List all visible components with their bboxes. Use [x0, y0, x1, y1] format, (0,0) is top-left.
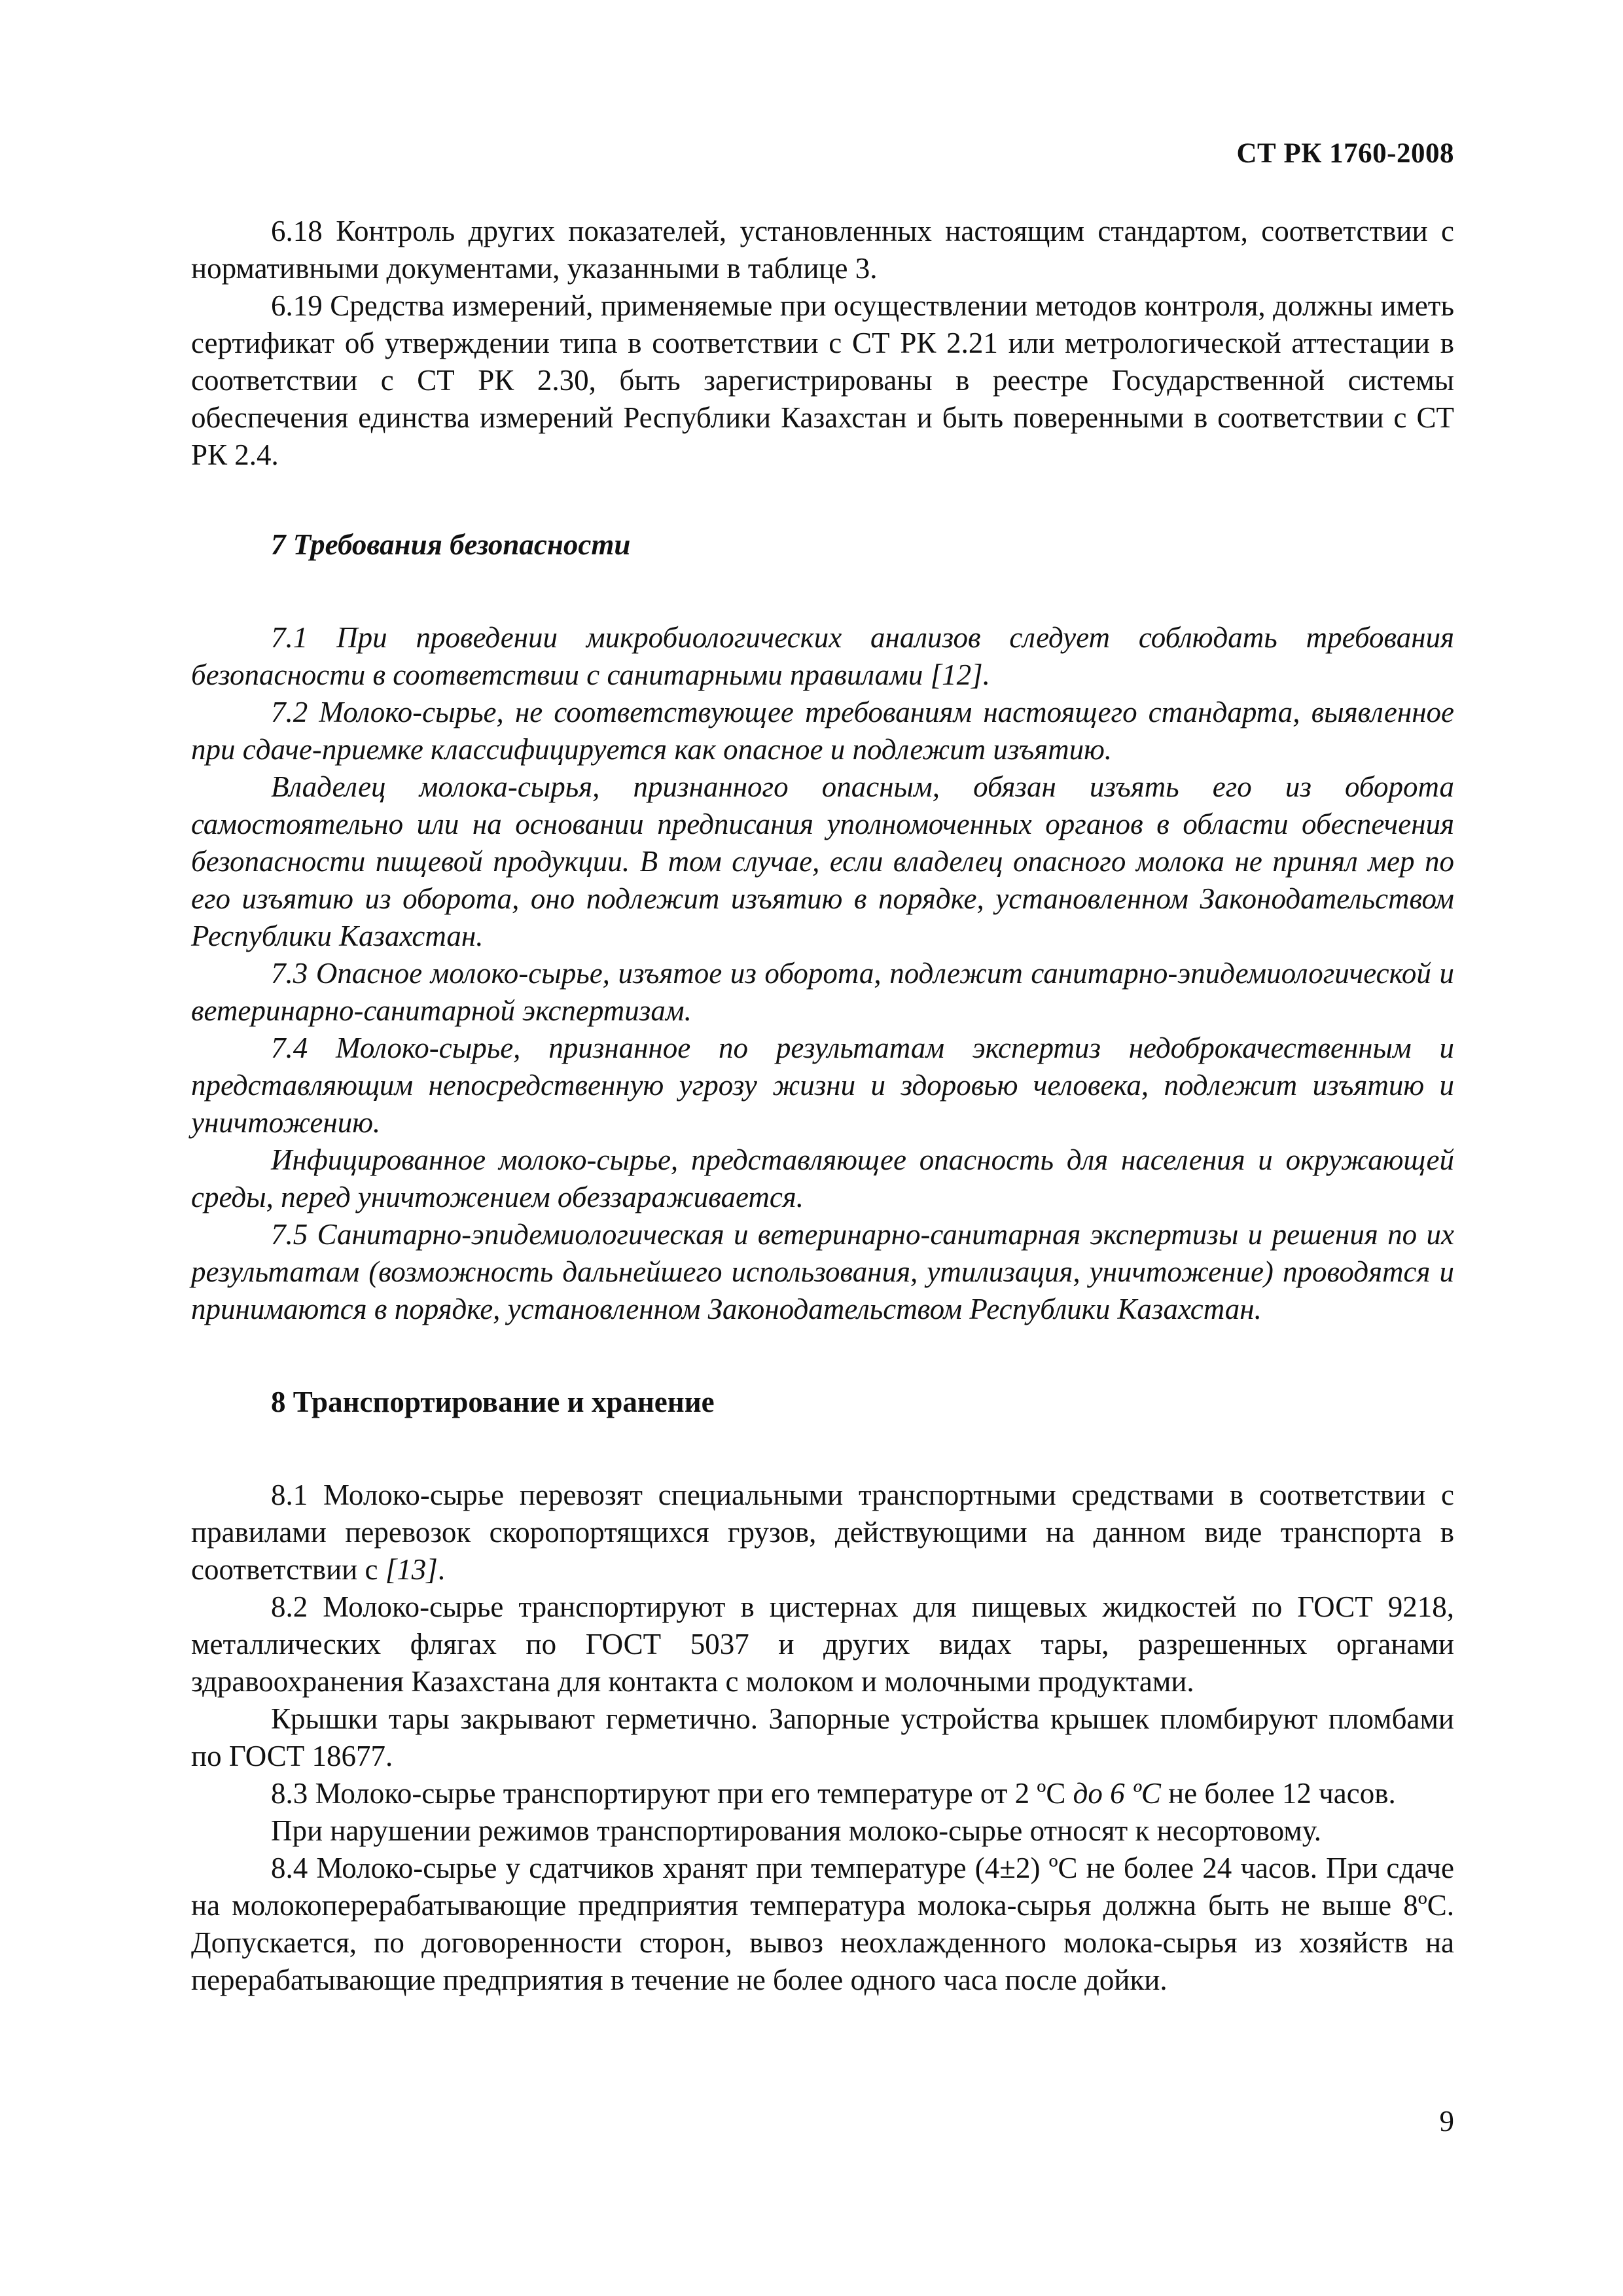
paragraph-8-3-violation: При нарушении режимов транспортирования молоко-сырье относят к несортовому.	[271, 1814, 1322, 1847]
paragraph-8-1	[191, 1477, 1454, 1588]
paragraph-7-1: 7.1 При проведении микробиологических анализов следует соблюдать требования безопасности в соответствии с санитарными правилами [12].	[191, 621, 1454, 691]
page-number: 9	[1439, 2105, 1454, 2138]
paragraph-6-19: 6.19 Средства измерений, применяемые при осуществлении методов контроля, должны иметь сертификат об утверждении типа в соответствии с СТ РК 2.21 или метрологической аттестации в соответствии с СТ РК 2.30, быть зарегистрированы в реестре Государственной системы обеспечения единства измерений Республики Казахстан и быть поверенными в соответствии с СТ РК 2.4.	[191, 289, 1454, 471]
section-7-heading: 7 Требования безопасности	[271, 528, 631, 561]
paragraph-8-1-end: .	[437, 1553, 446, 1586]
paragraph-8-2: 8.2 Молоко-сырье транспортируют в цистернах для пищевых жидкостей по ГОСТ 9218, металлических флягах по ГОСТ 5037 и других видах тары, разрешенных органами здравоохранения Казахстана для контакта с молоком и молочными продуктами.	[191, 1590, 1454, 1698]
paragraph-8-3-end: не более 12 часов.	[1160, 1777, 1396, 1810]
paragraph-8-2-lids: Крышки тары закрывают герметично. Запорные устройства крышек пломбируют пломбами по ГОСТ 18677.	[191, 1702, 1454, 1772]
paragraph-7-5: 7.5 Санитарно-эпидемиологическая и ветеринарно-санитарная экспертизы и решения по их результатам (возможность дальнейшего использования, утилизация, уничтожение) проводятся и принимаются в порядке, установленном Законодательством Республики Казахстан.	[191, 1218, 1454, 1325]
paragraph-8-4: 8.4 Молоко-сырье у сдатчиков хранят при температуре (4±2) ºC не более 24 часов. При сдаче на молокоперерабатывающие предприятия температура молока-сырья должна быть не выше 8ºC. Допускается, по договоренности сторон, вывоз неохлажденного молока-сырья из хозяйств на перерабатывающие предприятия в течение не более одного часа после дойки.	[191, 1852, 1454, 1996]
paragraph-8-1-text: 8.1 Молоко-сырье перевозят специальными транспортными средствами в соответствии с правилами перевозок скоропортящихся грузов, действующими на данном виде транспорта в соответствии с	[191, 1479, 1454, 1586]
paragraph-8-3	[191, 1775, 1454, 1812]
page-content	[191, 213, 1454, 1999]
section-8-heading: 8 Транспортирование и хранение	[271, 1386, 715, 1418]
paragraph-7-4-infected: Инфицированное молоко-сырье, представляющее опасность для населения и окружающей среды, перед уничтожением обеззараживается.	[191, 1143, 1454, 1213]
document-code-header: СТ РК 1760-2008	[1236, 138, 1454, 169]
paragraph-7-2-owner: Владелец молока-сырья, признанного опасным, обязан изъять его из оборота самостоятельно или на основании предписания уполномоченных органов в области обеспечения безопасности пищевой продукции. В том случае, если владелец опасного молока не принял мер по его изъятию из оборота, оно подлежит изъятию в порядке, установленном Законодательством Республики Казахстан.	[191, 770, 1454, 952]
paragraph-7-3: 7.3 Опасное молоко-сырье, изъятое из оборота, подлежит санитарно-эпидемиологической и ветеринарно-санитарной экспертизам.	[191, 957, 1454, 1027]
reference-13: [13]	[385, 1553, 438, 1586]
paragraph-7-2: 7.2 Молоко-сырье, не соответствующее требованиям настоящего стандарта, выявленное при сдаче-приемке классифицируется как опасное и подлежит изъятию.	[191, 696, 1454, 766]
paragraph-7-4: 7.4 Молоко-сырье, признанное по результатам экспертиз недоброкачественным и представляющим непосредственную угрозу жизни и здоровью человека, подлежит изъятию и уничтожению.	[191, 1031, 1454, 1139]
paragraph-8-3-text: 8.3 Молоко-сырье транспортируют при его температуре от 2 ºC	[271, 1777, 1073, 1810]
paragraph-8-3-italic: до 6 ºC	[1073, 1777, 1161, 1810]
paragraph-6-18: 6.18 Контроль других показателей, установленных настоящим стандартом, соответствии с нормативными документами, указанными в таблице 3.	[191, 215, 1454, 285]
